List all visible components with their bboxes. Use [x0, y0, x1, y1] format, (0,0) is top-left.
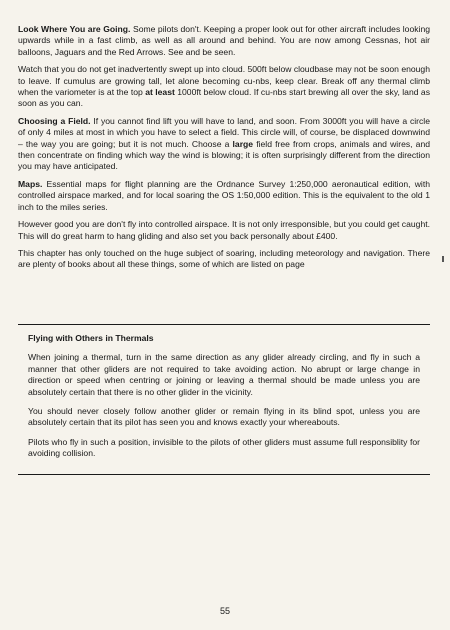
paragraph-chapter-summary	[18, 248, 430, 271]
emphasis-text: at least	[145, 87, 175, 98]
margin-mark	[442, 256, 444, 262]
paragraph-text: This chapter has only touched on the huge subject of soaring, including meteorology and navigation. There are plenty of books about all these things, some of which are listed on page	[18, 247, 430, 270]
paragraph-text: If you cannot find lift you will have to land, and soon. From 3000ft you will have a circle of only 4 miles at most in which you have to select a field. This circle will, of course, be displaced downwind – the way you are going; but it is not much. Choose a	[18, 115, 430, 149]
paragraph-text: Watch that you do not get inadvertently swept up into cloud. 500ft below cloudbase may not be soon enough to leave. If cumulus are growing tall, let alone becoming cu-nbs, keep clear. Break off any thermal climb when the variometer is at the top	[18, 64, 430, 98]
paragraph-text: 1000ft below cloud. If cu-nbs start brewing all over the sky, land as soon as you can.	[18, 87, 430, 109]
heading-choosing-field: Choosing a Field.	[18, 115, 91, 126]
heading-maps: Maps.	[18, 178, 43, 189]
thermals-box	[18, 324, 430, 475]
page-body	[18, 24, 430, 277]
paragraph-look-where	[18, 24, 430, 58]
paragraph-watch-cloud	[18, 64, 430, 110]
paragraph-controlled-airspace	[18, 219, 430, 242]
emphasis-text: large	[232, 138, 254, 149]
paragraph-text: field free from crops, animals and wires, and then concentrate on finding which way the wind is blowing; it is often surprisingly different from the direction you may have anticipated.	[18, 138, 430, 172]
paragraph-maps	[18, 179, 430, 213]
box-paragraph: Pilots who fly in such a position, invisible to the pilots of other gliders must assume full responsiblity for avoiding collision.	[28, 436, 420, 459]
paragraph-text: However good you are don't fly into controlled airspace. It is not only irresponsible, but you could get caught. This will do great harm to hang gliding and also set you back personally about £400.	[18, 219, 430, 241]
box-title: Flying with Others in Thermals	[28, 333, 154, 343]
page-number: 55	[219, 606, 230, 616]
heading-look-where: Look Where You are Going.	[18, 24, 131, 34]
paragraph-text: Some pilots don't. Keeping a proper look out for other aircraft includes looking upwards while in a fast climb, as well as all around and behind. You are now among Cessnas, hot air balloons, Jaguars and the Red Arrows. See and be seen.	[18, 24, 431, 57]
paragraph-text: Essential maps for flight planning are the Ordnance Survey 1:250,000 aeronautical edition, with controlled airspace marked, and for local soaring the OS 1:50,000 edition. This is the equivalent to the old 1 inch to the miles series.	[18, 178, 430, 212]
paragraph-choosing-field	[18, 116, 430, 173]
box-paragraph: When joining a thermal, turn in the same direction as any glider already circling, and fly in such a manner that other gliders are not required to take avoiding action. No abrupt or large change in direction or speed when centring or joining or leaving a thermal should be made unless you are absolutely certain that there is no other glider in the vicinity.	[28, 352, 420, 397]
box-paragraph: You should never closely follow another glider or remain flying in its blind spot, unless you are absolutely certain that its pilot has seen you and knows exactly your whereabouts.	[28, 406, 420, 428]
